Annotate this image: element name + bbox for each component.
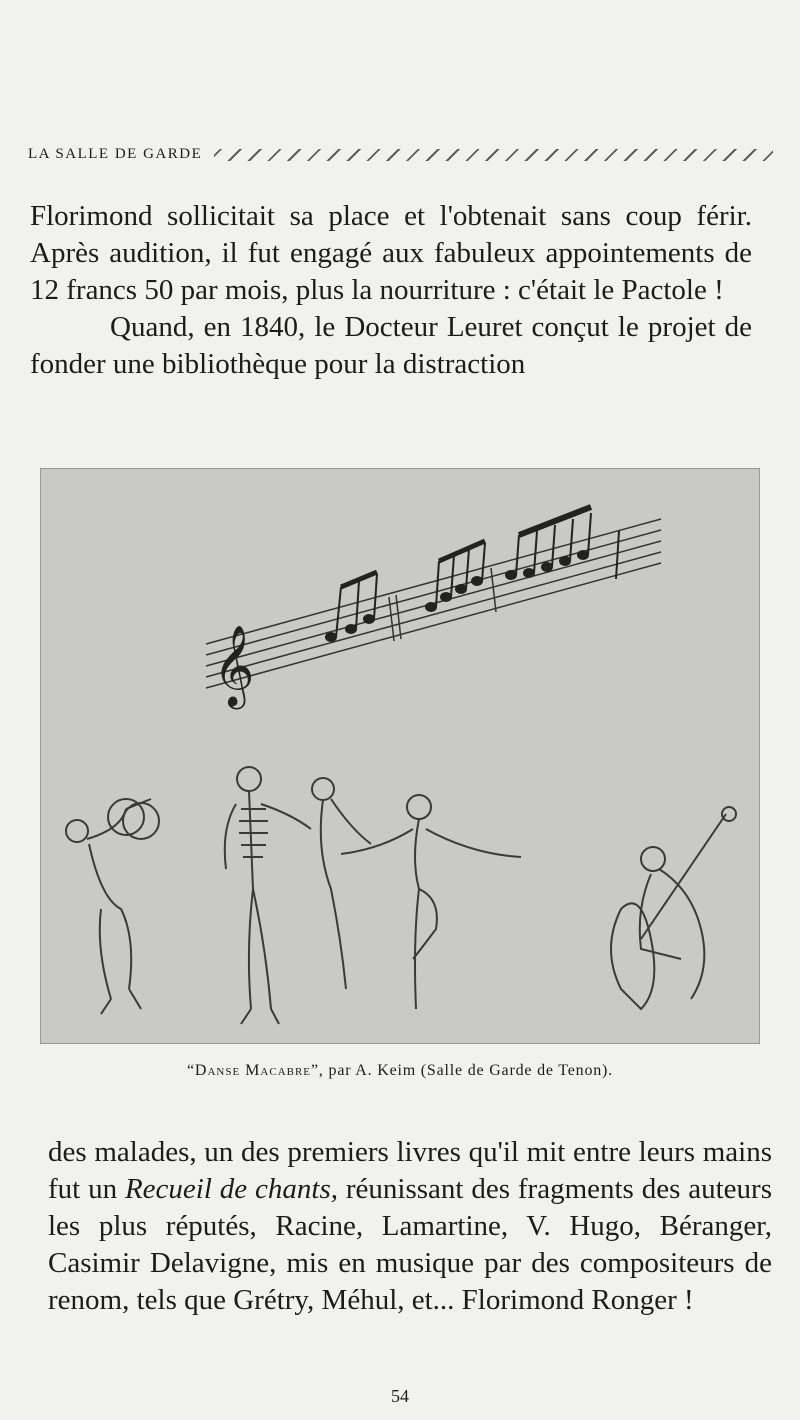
- running-head: [28, 142, 773, 166]
- skeleton-figure: [225, 767, 311, 1024]
- dancer-figure: [341, 795, 521, 1009]
- ornament-band: [214, 149, 773, 161]
- sketch-drawing: [41, 469, 759, 1043]
- caption-title: Danse Macabre: [194, 1062, 312, 1079]
- page-number: 54: [391, 1386, 409, 1406]
- treble-clef-icon: 𝄞: [213, 624, 255, 706]
- drummer-figure: [66, 799, 159, 1014]
- caption-open-quote: “: [187, 1062, 195, 1079]
- paragraph-3-part2: réunissant des fragments des auteurs les plus réputés, Racine, Lamartine, V. Hugo, Béranger, Casimir Delavigne, mis en musique par des compositeurs de renom, tels que Grétry, Méhul, et... Florimond Ronger !: [48, 1173, 773, 1316]
- paragraph-3: [48, 1134, 772, 1319]
- running-title: LA SALLE DE GARDE: [28, 145, 203, 162]
- music-notes: [326, 507, 619, 641]
- figure-caption: [0, 1062, 800, 1080]
- cellist-figure: [611, 807, 736, 1009]
- top-text-block: [30, 198, 752, 383]
- dancing-figures: [66, 767, 736, 1024]
- bottom-text-block: [48, 1134, 772, 1319]
- paragraph-1: Florimond sollicitait sa place et l'obtenait sans coup férir. Après audition, il fut engagé aux fabuleux appointements de 12 francs 50 par mois, plus la nourriture : c'était le Pactole !: [30, 200, 752, 306]
- caption-rest: ”, par A. Keim (Salle de Garde de Tenon).: [311, 1062, 613, 1079]
- woman-figure: [312, 778, 371, 989]
- paragraph-3-part1: des malades, un des premiers livres qu'il mit entre leurs mains fut un: [48, 1136, 772, 1205]
- illustration-danse-macabre: [40, 468, 760, 1044]
- paragraph-2: Quand, en 1840, le Docteur Leuret conçut le projet de fonder une bibliothèque pour la distraction: [30, 311, 752, 380]
- recueil-title: Recueil de chants,: [124, 1173, 339, 1205]
